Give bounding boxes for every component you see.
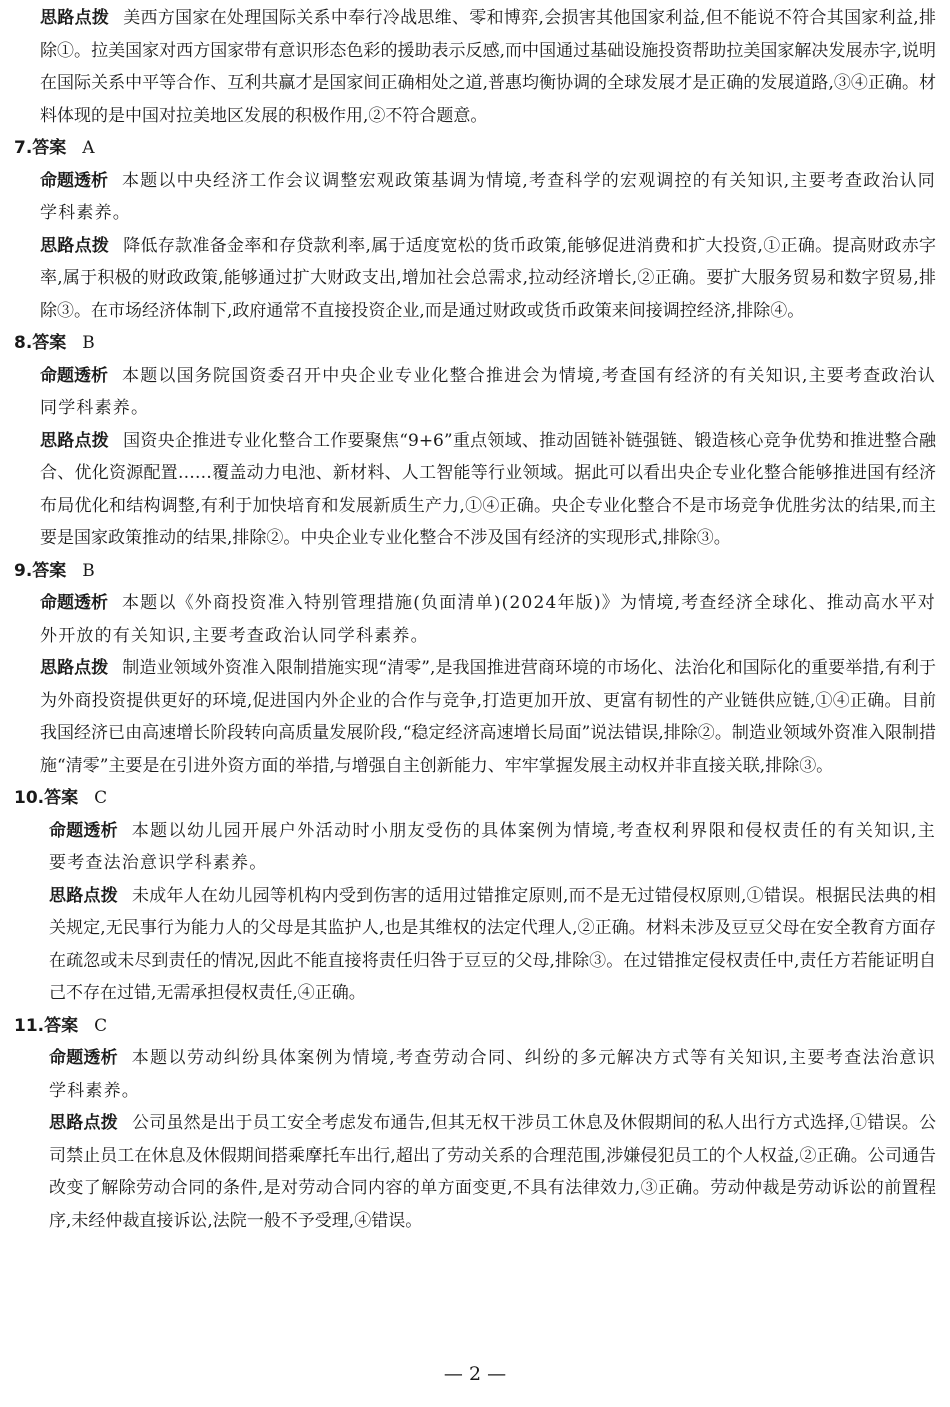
answer-page [14, 2, 936, 1237]
toushi-paragraph [14, 815, 936, 880]
answer-label: 答案 [32, 138, 67, 158]
silu-text: 美西方国家在处理国际关系中奉行冷战思维、零和博弈,会损害其他国家利益,但不能说不符合其国家利益,排除①。拉美国家对西方国家带有意识形态色彩的援助表示反感,而中国通过基础设施投资帮助拉美国家解决发展赤字,说明在国际关系中平等合作、互利共赢才是国家间正确相处之道,普惠均衡协调的全球发展才是正确的发展道路,③④正确。材料体现的是中国对拉美地区发展的积极作用,②不符合题意。 [40, 8, 936, 126]
answer-line [14, 132, 936, 165]
toushi-text: 本题以幼儿园开展户外活动时小朋友受伤的具体案例为情境,考查权利界限和侵权责任的有关知识,主要考查法治意识学科素养。 [49, 820, 936, 873]
silu-paragraph [14, 880, 936, 1010]
silu-text: 公司虽然是出于员工安全考虑发布通告,但其无权干涉员工休息及休假期间的私人出行方式选择,①错误。公司禁止员工在休息及休假期间搭乘摩托车出行,超出了劳动关系的合理范围,涉嫌侵犯员工的个人权益,②正确。公司通告改变了解除劳动合同的条件,是对劳动合同内容的单方面变更,不具有法律效力,③正确。劳动仲裁是劳动诉讼的前置程序,未经仲裁直接诉讼,法院一般不予受理,④错误。 [49, 1113, 937, 1231]
silu-text: 制造业领域外资准入限制措施实现“清零”,是我国推进营商环境的市场化、法治化和国际化的重要举措,有利于为外商投资提供更好的环境,促进国内外企业的合作与竞争,打造更加开放、更富有韧性的产业链供应链,①④正确。目前我国经济已由高速增长阶段转向高质量发展阶段,“稳定经济高速增长局面”说法错误,排除②。制造业领域外资准入限制措施“清零”主要是在引进外资方面的举措,与增强自主创新能力、牢牢掌握发展主动权并非直接关联,排除③。 [40, 658, 937, 776]
question-number: 7. [14, 138, 33, 158]
toushi-label: 命题透析 [40, 365, 108, 386]
silu-text: 未成年人在幼儿园等机构内受到伤害的适用过错推定原则,而不是无过错侵权原则,①错误。根据民法典的相关规定,无民事行为能力人的父母是其监护人,也是其维权的法定代理人,②正确。材料未涉及豆豆父母在安全教育方面存在疏忽或未尽到责任的情况,因此不能直接将责任归咎于豆豆的父母,排除③。在过错推定侵权责任中,责任方若能证明自己不存在过错,无需承担侵权责任,④正确。 [49, 885, 937, 1003]
question-number: 11. [14, 1015, 45, 1036]
silu-paragraph [14, 230, 936, 328]
answer-label: 答案 [32, 560, 67, 581]
answer-value: B [82, 560, 95, 581]
silu-text: 降低存款准备金率和存贷款利率,属于适度宽松的货币政策,能够促进消费和扩大投资,①正确。提高财政赤字率,属于积极的财政政策,能够通过扩大财政支出,增加社会总需求,拉动经济增长,②正确。要扩大服务贸易和数字贸易,排除③。在市场经济体制下,政府通常不直接投资企业,而是通过财政或货币政策来间接调控经济,排除④。 [40, 235, 936, 321]
toushi-paragraph [14, 165, 936, 230]
answer-value: C [94, 788, 108, 808]
answer-label: 答案 [32, 333, 67, 353]
page-number: — 2 — [443, 1363, 507, 1385]
silu-label: 思路点拨 [49, 885, 118, 906]
answer-value: B [82, 333, 95, 353]
answer-line [14, 1010, 936, 1043]
toushi-paragraph [14, 360, 936, 425]
silu-label: 思路点拨 [40, 658, 109, 678]
toushi-label: 命题透析 [40, 593, 108, 613]
toushi-text: 本题以《外商投资准入特别管理措施(负面清单)(2024年版)》为情境,考查经济全球化、推动高水平对外开放的有关知识,主要考查政治认同学科素养。 [40, 593, 936, 646]
toushi-text: 本题以劳动纠纷具体案例为情境,考查劳动合同、纠纷的多元解决方式等有关知识,主要考查法治意识学科素养。 [49, 1048, 936, 1101]
toushi-text: 本题以中央经济工作会议调整宏观政策基调为情境,考查科学的宏观调控的有关知识,主要考查政治认同学科素养。 [40, 170, 937, 223]
question-number: 10. [14, 788, 45, 808]
answer-label: 答案 [44, 788, 79, 808]
silu-text: 国资央企推进专业化整合工作要聚焦“9+6”重点领域、推动固链补链强链、锻造核心竞争优势和推进整合融合、优化资源配置……覆盖动力电池、新材料、人工智能等行业领域。据此可以看出央企专业化整合能够推进国有经济布局优化和结构调整,有利于加快培育和发展新质生产力,①④正确。央企专业化整合不是市场竞争优胜劣汰的结果,而主要是国家政策推动的结果,排除②。中央企业专业化整合不涉及国有经济的实现形式,排除③。 [40, 430, 936, 548]
toushi-label: 命题透析 [49, 1048, 118, 1068]
toushi-paragraph [14, 587, 936, 652]
toushi-paragraph [14, 1042, 936, 1107]
question-number: 8. [14, 333, 33, 353]
silu-label: 思路点拨 [49, 1113, 118, 1133]
silu-label: 思路点拨 [40, 8, 110, 28]
toushi-text: 本题以国务院国资委召开中央企业专业化整合推进会为情境,考查国有经济的有关知识,主要考查政治认同学科素养。 [40, 365, 937, 418]
toushi-label: 命题透析 [40, 170, 108, 191]
silu-paragraph [14, 425, 936, 555]
answer-line [14, 327, 936, 360]
toushi-label: 命题透析 [49, 820, 118, 841]
silu-paragraph [14, 2, 936, 132]
answer-value: C [94, 1015, 108, 1036]
silu-paragraph [14, 1107, 936, 1237]
answer-line [14, 782, 936, 815]
question-number: 9. [14, 560, 33, 581]
answer-line [14, 555, 936, 588]
answer-value: A [82, 138, 95, 158]
answer-label: 答案 [44, 1015, 79, 1036]
silu-label: 思路点拨 [40, 235, 110, 256]
silu-label: 思路点拨 [40, 430, 110, 451]
silu-paragraph [14, 652, 936, 782]
